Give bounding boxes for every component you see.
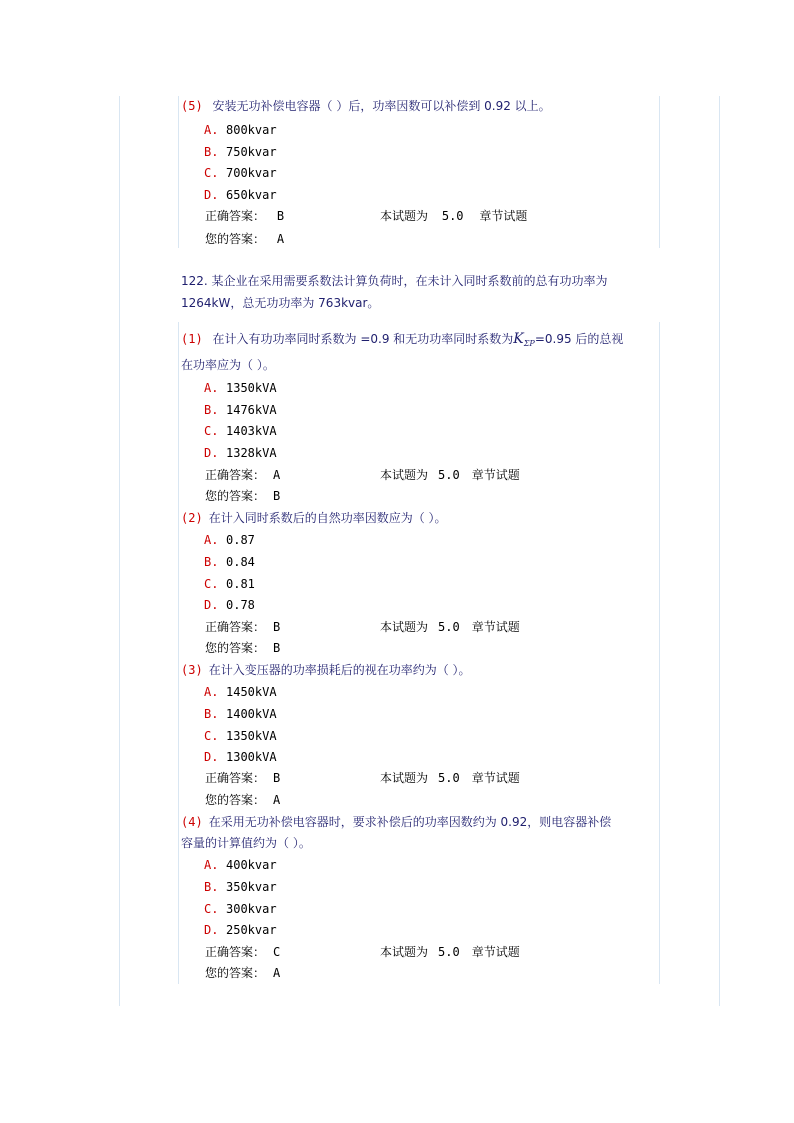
- your-answer-row: 您的答案： B: [205, 489, 281, 503]
- frame-line-outer-left: [119, 96, 120, 1006]
- score-row: 本试题为 5.0 章节试题: [380, 620, 520, 634]
- correct-answer-value: B: [276, 209, 285, 223]
- frame-line-inner-left-2: [178, 322, 179, 984]
- score-value: 5.0: [441, 209, 464, 223]
- option-b: B. 1400kVA: [204, 707, 277, 721]
- score-label: 本试题为: [380, 209, 429, 223]
- question-4-line2: 容量的计算值约为（ ）。: [181, 836, 311, 850]
- correct-answer-row: [205, 208, 284, 224]
- question-1-line2: 在功率应为（ ）。: [181, 358, 275, 372]
- your-answer-row: 您的答案： A: [205, 793, 281, 807]
- score-row: 本试题为 5.0 章节试题: [380, 945, 520, 959]
- option-a: A. 400kvar: [204, 858, 277, 872]
- frame-line-outer-right: [719, 96, 720, 1006]
- option-a: A. 800kvar: [204, 123, 277, 137]
- question-text-part1: 在计入有功功率同时系数为 =0.9 和无功功率同时系数为: [212, 332, 514, 346]
- option-d: D. 250kvar: [204, 923, 277, 937]
- question-4: (4) 在采用无功补偿电容器时，要求补偿后的功率因数约为 0.92，则电容器补偿: [181, 815, 612, 829]
- option-b: B. 1476kVA: [204, 403, 277, 417]
- question-number: (1): [181, 332, 203, 346]
- frame-line-inner-left-1: [178, 96, 179, 248]
- correct-answer-label: 正确答案：: [205, 209, 266, 223]
- score-row: [380, 208, 527, 224]
- question-122-header-line1: 122. 某企业在采用需要系数法计算负荷时，在未计入同时系数前的总有功功率为: [181, 274, 608, 288]
- option-b: B. 0.84: [204, 555, 255, 569]
- option-a: A. 1450kVA: [204, 685, 277, 699]
- question-122-header-line2: 1264kW，总无功功率为 763kvar。: [181, 296, 380, 310]
- chapter-label: 章节试题: [479, 209, 528, 223]
- your-answer-row: 您的答案： A: [205, 966, 281, 980]
- option-d: D. 1300kVA: [204, 750, 277, 764]
- option-a: A. 1350kVA: [204, 381, 277, 395]
- option-d: D. 650kvar: [204, 188, 277, 202]
- correct-answer-row: 正确答案： C: [205, 945, 281, 959]
- score-row: 本试题为 5.0 章节试题: [380, 771, 520, 785]
- question-number: (5): [181, 99, 203, 113]
- your-answer-row: [205, 231, 284, 247]
- option-c: C. 1403kVA: [204, 424, 277, 438]
- question-1: [181, 331, 623, 352]
- option-c: C. 300kvar: [204, 902, 277, 916]
- question-5: [181, 98, 551, 114]
- your-answer-label: 您的答案：: [205, 232, 266, 246]
- correct-answer-row: 正确答案： B: [205, 620, 281, 634]
- option-d: D. 1328kVA: [204, 446, 277, 460]
- question-2: (2) 在计入同时系数后的自然功率因数应为（ ）。: [181, 511, 447, 525]
- option-d: D. 0.78: [204, 598, 255, 612]
- question-text: 安装无功补偿电容器（ ）后，功率因数可以补偿到 0.92 以上。: [212, 99, 551, 113]
- option-c: C. 700kvar: [204, 166, 277, 180]
- question-3: (3) 在计入变压器的功率损耗后的视在功率约为（ ）。: [181, 663, 471, 677]
- option-b: B. 350kvar: [204, 880, 277, 894]
- correct-answer-row: 正确答案： A: [205, 468, 281, 482]
- option-c: C. 0.81: [204, 577, 255, 591]
- option-b: B. 750kvar: [204, 145, 277, 159]
- question-text-part2: =0.95 后的总视: [534, 332, 624, 346]
- k-sigma-p-symbol: $K_{\Sigma P}$: [513, 331, 535, 348]
- option-a: A. 0.87: [204, 533, 255, 547]
- correct-answer-row: 正确答案： B: [205, 771, 281, 785]
- score-row: 本试题为 5.0 章节试题: [380, 468, 520, 482]
- your-answer-row: 您的答案： B: [205, 641, 281, 655]
- frame-line-inner-right-1: [659, 96, 660, 248]
- frame-line-inner-right-2: [659, 322, 660, 984]
- your-answer-value: A: [276, 232, 285, 246]
- option-c: C. 1350kVA: [204, 729, 277, 743]
